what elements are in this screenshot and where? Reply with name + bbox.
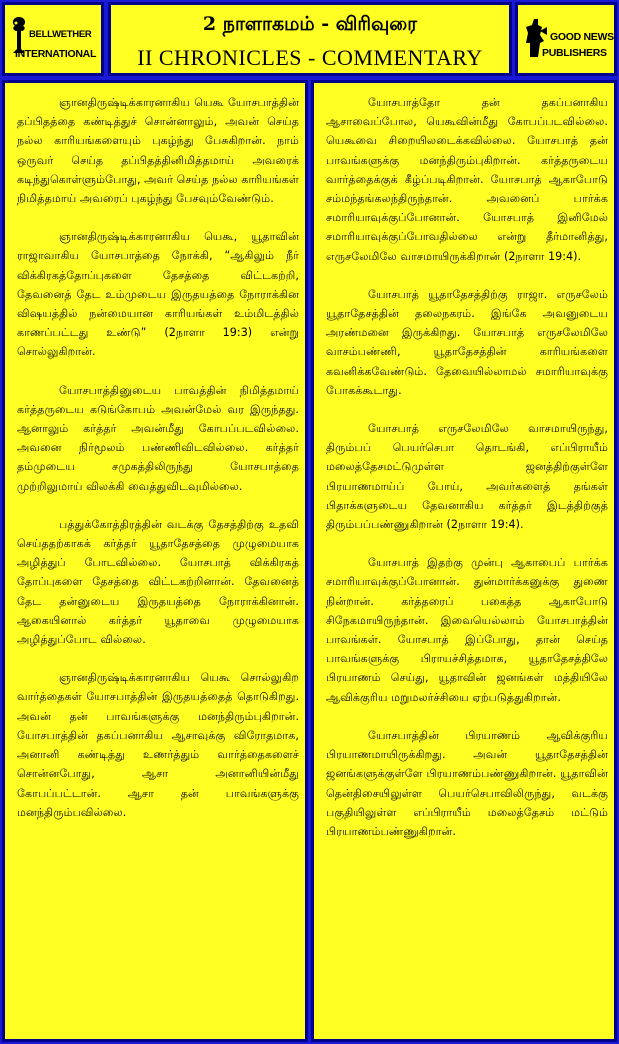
bellwether-logo-box bbox=[2, 2, 104, 76]
page-title-english: II CHRONICLES - COMMENTARY bbox=[137, 45, 483, 70]
paragraph: ஞானதிருஷ்டிக்காரனாகிய யெகூ சொல்லுகிற வார்த்தைகள் யோசபாத்தின் இருதயத்தைத் தொடுகிறது. அவன் தன் பாவங்களுக்கு மனந்திரும்புகிறான். யோசபாத்தின் தகப்பனாகிய ஆசாவுக்கு விரோதமாக, அனானி கண்டித்து உணர்த்தும் வார்த்தைகளைச் சொன்னபோது, ஆசா அனானியின்மீது கோபப்பட்டான். ஆசா தன் பாவங்களுக்கு மனந்திரும்பவில்லை. bbox=[17, 671, 299, 819]
paragraph: யோசபாத் இதற்கு முன்பு ஆகாபைப் பார்க்க சமாரியாவுக்குப்போனான். துன்மார்க்கனுக்கு துணை நின்றான். கர்த்தரைப் பகைத்த ஆகாபோடு சிநேகமாயிருந்தான். இவையெல்லாம் யோசபாத்தின் பாவங்கள். யோசபாத் இப்போது, தான் செய்த பாவங்களுக்கு பிராயச்சித்தமாக, யூதாதேசத்திலே பிரயாணம் செய்து, யூதாவின் ஜனங்கள் மத்தியிலே ஆவிக்குரிய மறுமலர்ச்சியை ஏற்படுத்துகிறான். bbox=[326, 556, 608, 704]
page-header bbox=[0, 0, 619, 78]
good-news-logo bbox=[518, 5, 614, 73]
logo-line-1: BELLWETHER bbox=[29, 29, 92, 40]
paragraph: யோசபாத்தோ தன் தகப்பனாகிய ஆசாவைப்போல, யெகூவின்மீது கோபப்படவில்லை. யெகூவை சிறையிலடைக்கவில்லை. யோசபாத் தன் பாவங்களுக்கு மனந்திரும்புகிறான். கர்த்தருடைய வார்த்தைக்குக் கீழ்ப்படிகிறான். யோசபாத் ஆகாபோடு சம்மந்தங்கலந்திருந்தான். அவனைப் பார்க்க சமாரியாவுக்குப்போனான். யோசபாத் இனிமேல் சமாரியாவுக்குப்போவதில்லை என்று தீர்மானித்து, எருசலேமிலே வாசமாயிருக்கிறான் (2நாளா 19:4). bbox=[326, 96, 608, 263]
paragraph: யோசபாத்தினுடைய பாவத்தின் நிமித்தமாய் கர்த்தருடைய கடுங்கோபம் அவன்மேல் வர இருந்தது. ஆனாலும் கர்த்தர் அவன்மீது கோபப்படவில்லை. அவனை நிர்மூலம் பண்ணிவிடவில்லை. கர்த்தர் தம்முடைய சமுகத்திலிருந்து யோசபாத்தை முற்றிலுமாய் விலக்கி வைத்துவிடவுமில்லை. bbox=[17, 383, 299, 493]
logo-line-2: INTERNATIONAL bbox=[15, 48, 97, 60]
paragraph: பத்துக்கோத்திரத்தின் வடக்கு தேசத்திற்கு உதவி செய்ததற்காகக் கர்த்தர் யூதாதேசத்தை முழுமையாக அழித்துப் போடவில்லை. யோசபாத் விக்கிரகத் தோப்புகளை தேசத்தை விட்டகற்றினான். தேவனைத் தேட தன்னுடைய இருதயத்தை நோராக்கினான். ஆகையினால் கர்த்தர் யூதாவை முழுமையாக அழித்துப்போட வில்லை. bbox=[17, 517, 299, 647]
paragraph: யோசபாத் எருசலேமிலே வாசமாயிருந்து, திரும்பப் பெயர்செபா தொடங்கி, எப்பிராயீம் மலைத்தேசமட்டுமுள்ள ஜனத்திற்குள்ளே பிரயாணமாய்ப் போய், அவர்களைத் தங்கள் பிதாக்களுடைய தேவனாகிய கர்த்தர் இடத்திற்குத் திரும்பப்பண்ணுகிறான் (2நாளா 19:4). bbox=[326, 422, 608, 532]
good-news-logo-box bbox=[515, 2, 617, 76]
logo-line-1: GOOD NEWS bbox=[550, 31, 614, 43]
logo-line-2: PUBLISHERS bbox=[542, 47, 607, 59]
bellwether-logo bbox=[5, 5, 101, 73]
paragraph: ஞானதிருஷ்டிக்காரனாகிய யெகூ, யூதாவின் ராஜாவாகிய யோசபாத்தை நோக்கி, “ஆகிலும் நீர் விக்கிரகத்தோப்புகளை தேசத்தை விட்டகற்றி, தேவனைத் தேட உம்முடைய இருதயத்தை நோராக்கின விஷயத்தில் நன்மையான காரியங்கள் உம்மிடத்தில் காணப்பட்டது உண்டு” (2நாளா 19:3) என்று சொல்லுகிறான். bbox=[17, 230, 299, 359]
page-title-tamil: 2 நாளாகமம் - விரிவுரை bbox=[202, 13, 418, 35]
title-box bbox=[108, 2, 512, 76]
paragraph: ஞானதிருஷ்டிக்காரனாகிய யெகூ யோசபாத்தின் தப்பிதத்தை கண்டித்துச் சொன்னாலும், அவன் செய்த நல்ல காரியங்களையும் புகழ்ந்து பேசுகிறான். நாம் ஒருவர் செய்த தப்பிதத்தினிமித்தமாய் அவரைக் கடிந்துகொள்ளும்போது, அவர் செய்த நல்ல காரியங்கள் நிமித்தமாய் அவரைப் புகழ்ந்து பேசவும்வேண்டும். bbox=[17, 96, 299, 206]
right-column bbox=[311, 80, 617, 1042]
paragraph: யோசபாத் யூதாதேசத்திற்கு ராஜா. எருசலேம் யூதாதேசத்தின் தலைநகரம். இங்கே அவனுடைய அரண்மனை இருக்கிறது. யோசபாத் எருசலேமிலே வாசம்பண்ணி, யூதாதேசத்தின் காரியங்களை கவனிக்கவேண்டும். தேவையில்லாமல் சமாரியாவுக்கு போகக்கூடாது. bbox=[326, 287, 608, 397]
left-column bbox=[2, 80, 308, 1042]
paragraph: யோசபாத்தின் பிரயாணம் ஆவிக்குரிய பிரயாணமாயிருக்கிறது. அவன் யூதாதேசத்தின் ஜனங்களுக்குள்ளே பிரயாணம்பண்ணுகிறான். யூதாவின் தென்திசையிலுள்ள பெயர்செபாவிலிருந்து, வடக்கு பகுதியிலுள்ள எப்பிராயீம் மலைத்தேசம் மட்டும் பிரயாணம்பண்ணுகிறான். bbox=[326, 728, 608, 838]
